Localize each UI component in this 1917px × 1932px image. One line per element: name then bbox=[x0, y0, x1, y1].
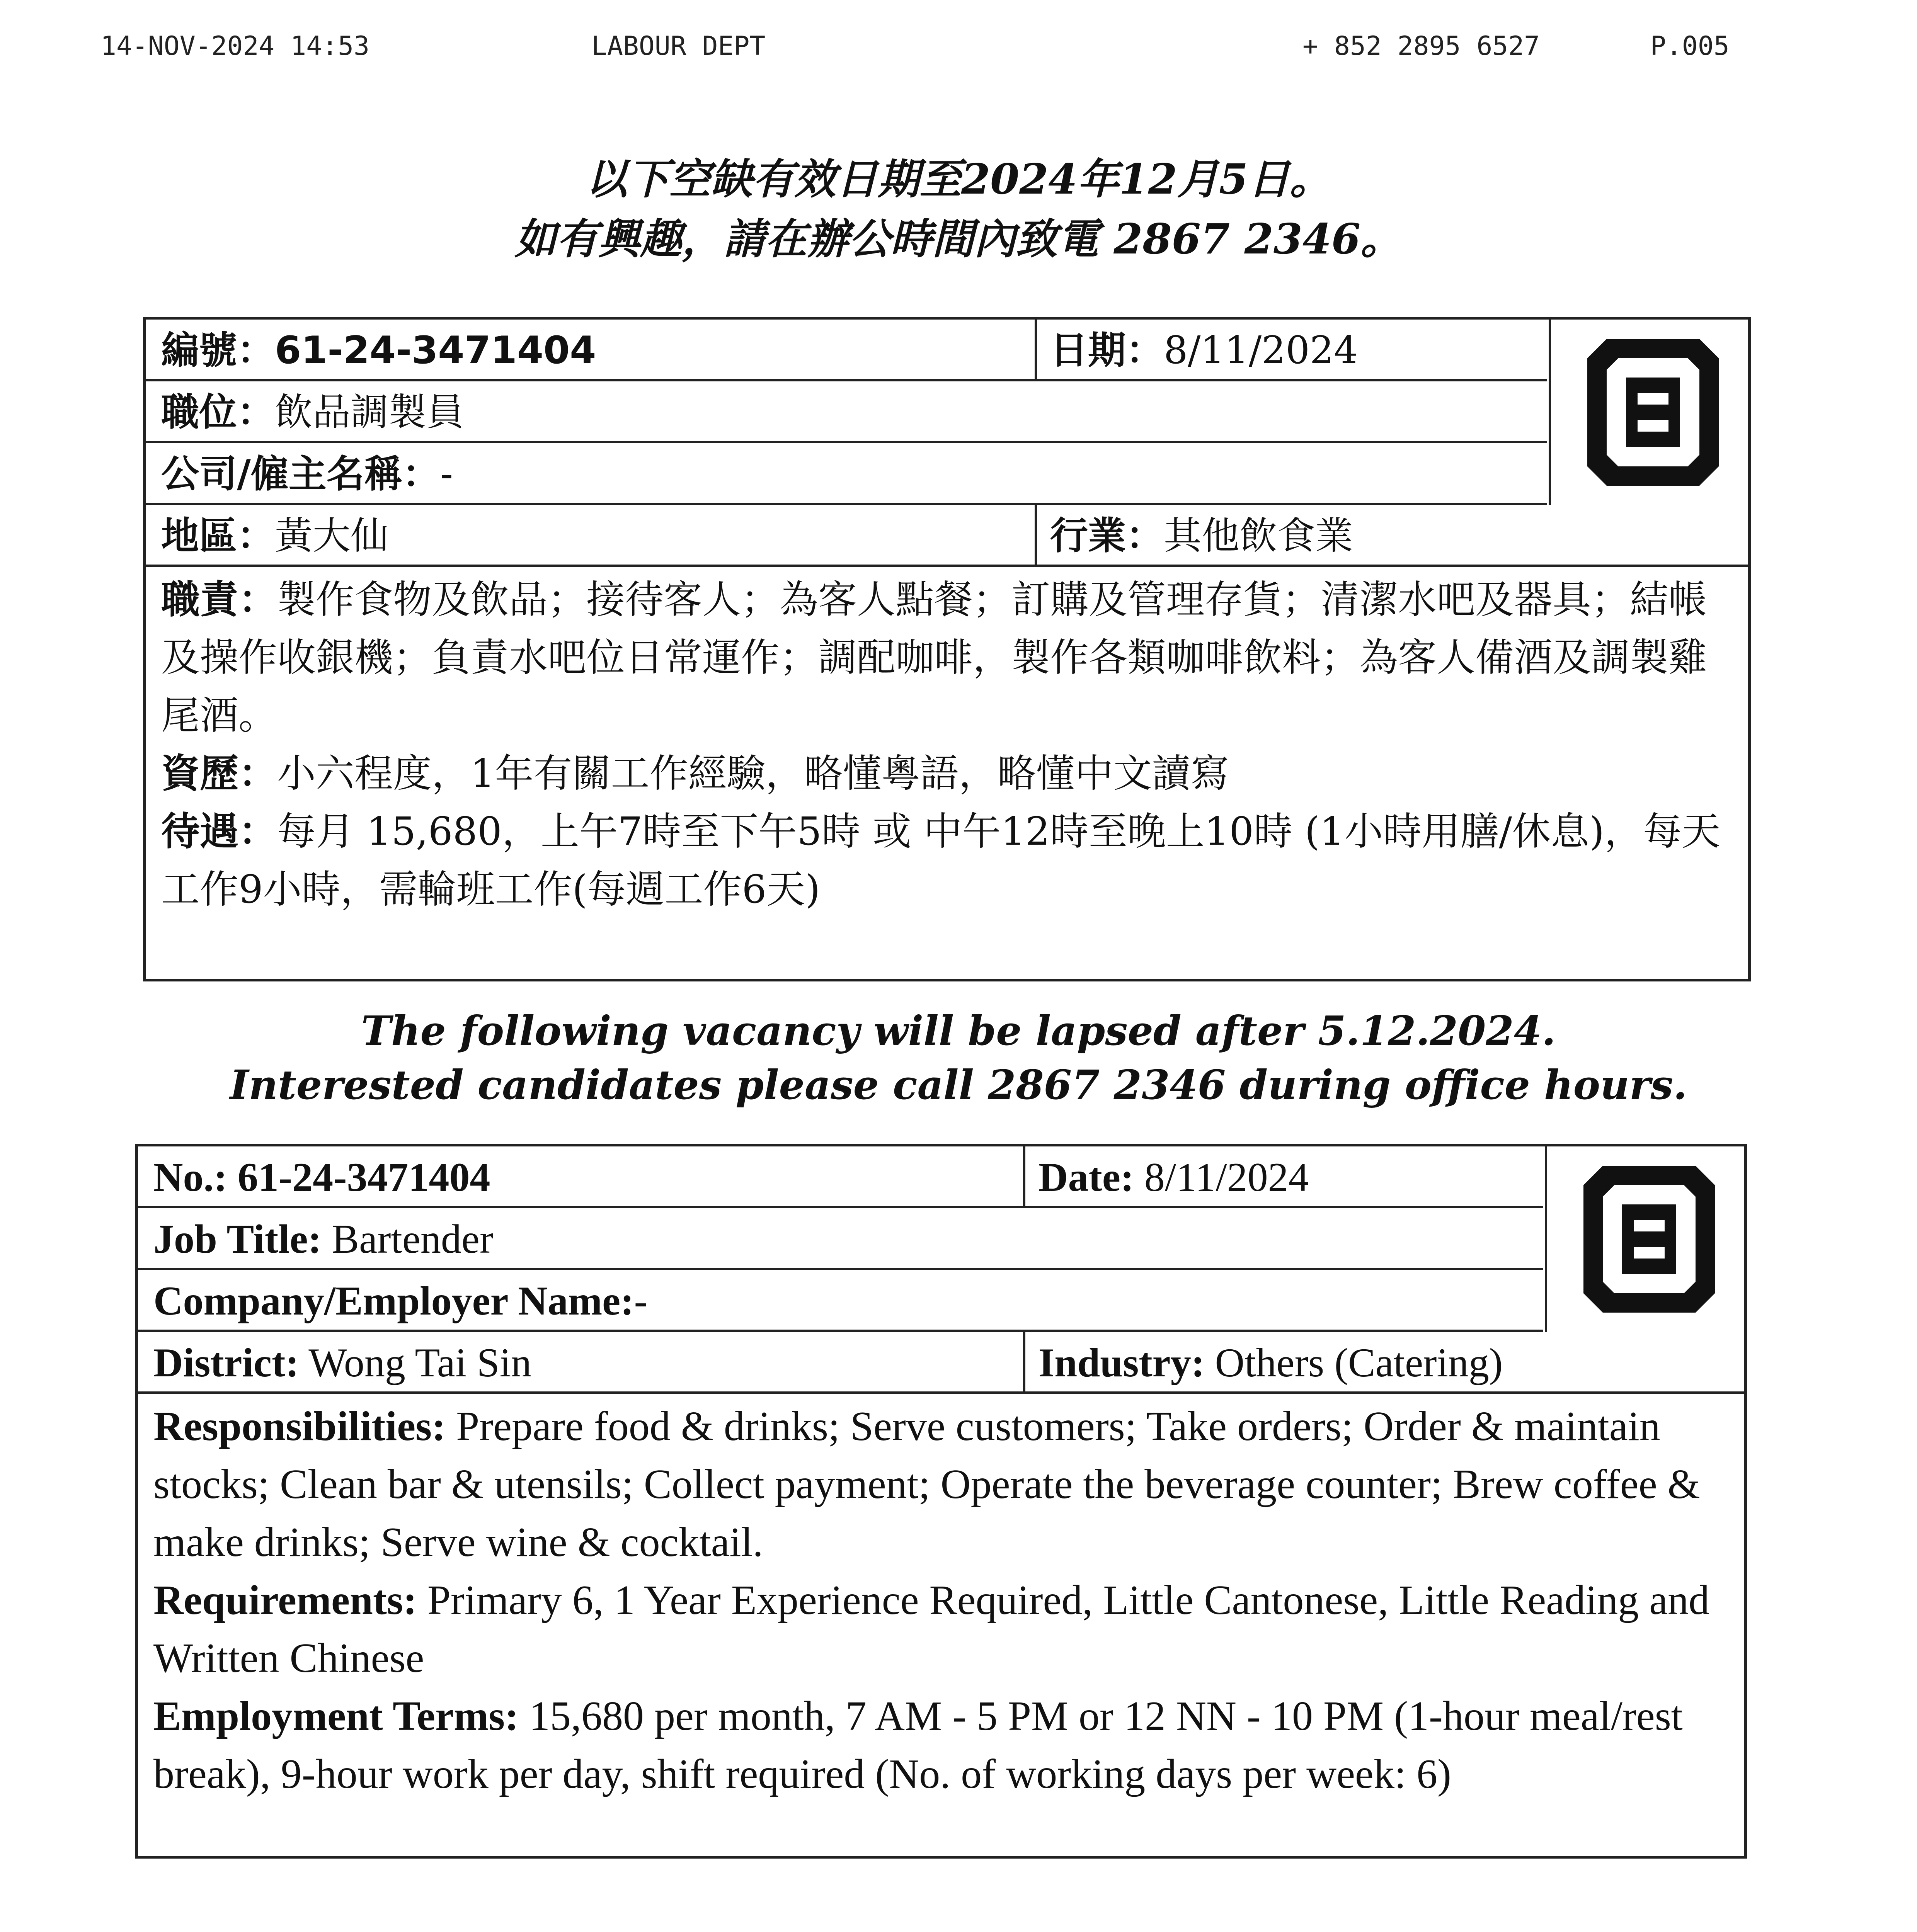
zh-job-date: 日期：8/11/2024 bbox=[1050, 328, 1358, 372]
zh-job-number: 編號：61-24-3471404 bbox=[161, 328, 596, 372]
zh-details bbox=[161, 571, 1733, 918]
zh-notice-line1: 以下空缺有效日期至2024年12月5日。 bbox=[585, 155, 1332, 204]
en-industry: Industry: Others (Catering) bbox=[1039, 1340, 1503, 1385]
en-job-number: No.: 61-24-3471404 bbox=[153, 1155, 490, 1200]
zh-notice-line2: 如有興趣，請在辦公時間內致電 2867 2346。 bbox=[514, 215, 1403, 264]
fax-sender: LABOUR DEPT bbox=[591, 31, 766, 61]
zh-requirements: 資歷：小六程度，1年有關工作經驗，略懂粵語，略懂中文讀寫 bbox=[161, 751, 1229, 796]
fax-phone: + 852 2895 6527 bbox=[1302, 31, 1540, 61]
en-district: District: Wong Tai Sin bbox=[153, 1340, 532, 1385]
en-responsibilities: Responsibilities: Prepare food & drinks; Serve customers; Take orders; Order & maintain stocks; Clean bar & utensils; Collect payment; Operate the beverage counter; Brew coffee & make drinks; Serve wine & cocktail. bbox=[153, 1403, 1700, 1565]
zh-duties: 職責：製作食物及飲品；接待客人；為客人點餐；訂購及管理存貨；清潔水吧及器具；結帳及操作收銀機；負責水吧位日常運作；調配咖啡，製作各類咖啡飲料；為客人備酒及調製雞尾酒。 bbox=[161, 577, 1707, 738]
en-vacancy-box bbox=[135, 1144, 1747, 1859]
zh-vacancy-box bbox=[143, 317, 1751, 981]
zh-industry: 行業：其他飲食業 bbox=[1050, 514, 1353, 558]
en-job-date: Date: 8/11/2024 bbox=[1039, 1155, 1309, 1200]
en-company-name: Company/Employer Name:- bbox=[153, 1278, 648, 1323]
en-requirements: Requirements: Primary 6, 1 Year Experience Required, Little Cantonese, Little Reading and Written Chinese bbox=[153, 1577, 1710, 1681]
en-notice-line2: Interested candidates please call 2867 2346 during office hours. bbox=[230, 1061, 1687, 1109]
zh-district: 地區：黃大仙 bbox=[161, 514, 389, 558]
fax-header bbox=[0, 31, 1917, 70]
zh-company-name: 公司/僱主名稱：- bbox=[161, 452, 453, 496]
en-details bbox=[153, 1398, 1729, 1803]
en-job-title: Job Title: Bartender bbox=[153, 1216, 494, 1262]
en-notice-line1: The following vacancy will be lapsed after 5.12.2024. bbox=[361, 1007, 1556, 1054]
labour-department-logo-icon bbox=[1583, 335, 1723, 490]
fax-datetime: 14-NOV-2024 14:53 bbox=[100, 31, 369, 61]
zh-terms: 待遇：每月 15,680，上午7時至下午5時 或 中午12時至晚上10時 (1小時用膳/休息)，每天工作9小時，需輪班工作(每週工作6天) bbox=[161, 809, 1721, 912]
en-terms: Employment Terms: 15,680 per month, 7 AM - 5 PM or 12 NN - 10 PM (1-hour meal/rest break), 9-hour work per day, shift required (No. of working days per week: 6) bbox=[153, 1693, 1683, 1797]
zh-job-title: 職位：飲品調製員 bbox=[161, 390, 465, 434]
labour-department-logo-icon bbox=[1580, 1162, 1719, 1316]
fax-page: P.005 bbox=[1650, 31, 1730, 61]
